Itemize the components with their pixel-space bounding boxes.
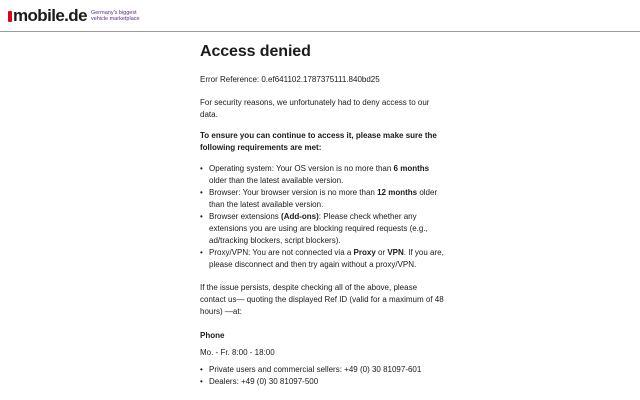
logo-mark-icon — [8, 11, 12, 22]
mobile-de-logo[interactable] — [8, 7, 140, 24]
phone-heading: Phone — [200, 331, 225, 340]
requirements-heading: To ensure you can continue to access it, please make sure the following requirements are met: — [200, 131, 437, 152]
main-content — [200, 42, 445, 399]
security-message: For security reasons, we unfortunately had to deny access to our data. — [200, 98, 430, 119]
list-item: • Browser: Your browser version is no more than 12 months older than the latest available version. — [200, 187, 445, 211]
list-item: • Private users and commercial sellers: +49 (0) 30 81097-601 — [200, 364, 445, 376]
opening-hours: Mo. - Fr. 8:00 - 18:00 — [200, 348, 275, 357]
site-header — [0, 0, 640, 32]
list-item: • Proxy/VPN: You are not connected via a Proxy or VPN. If you are, please disconnect and then try again without a proxy/VPN. — [200, 247, 445, 271]
logo-tagline: Germany's biggest vehicle marketplace — [90, 9, 140, 22]
contact-list — [200, 364, 445, 388]
error-reference: Error Reference: 0.ef641102.1787375111.840bd25 — [200, 75, 380, 84]
issue-persists-message: If the issue persists, despite checking all of the above, please contact us— quoting the displayed Ref ID (valid for a maximum of 48 hours) —at: — [200, 283, 444, 316]
requirements-list — [200, 163, 445, 271]
list-item: • Operating system: Your OS version is no more than 6 months older than the latest available version. — [200, 163, 445, 187]
page-title: Access denied — [200, 43, 311, 60]
list-item: • Browser extensions (Add-ons): Please check whether any extensions you are using are blocking required requests (e.g., ad/tracking blockers, script blockers). — [200, 211, 445, 247]
logo-text: mobile.de — [13, 6, 87, 25]
list-item: • Dealers: +49 (0) 30 81097-500 — [200, 376, 445, 388]
